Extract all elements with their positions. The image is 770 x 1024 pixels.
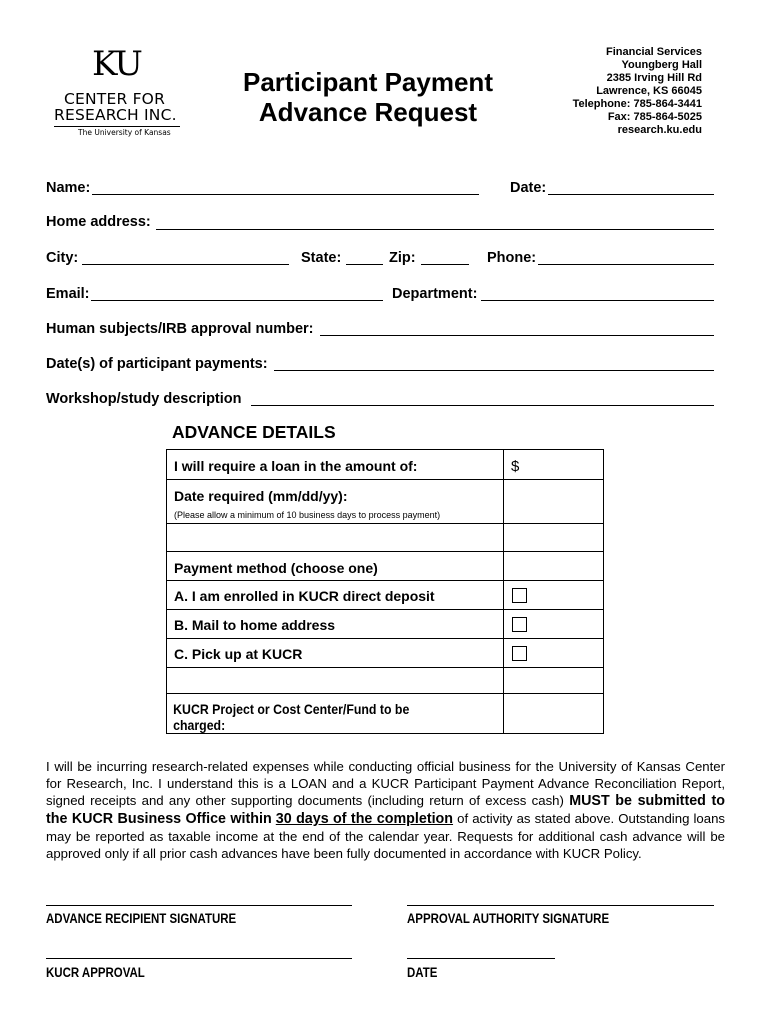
loan-label-cell <box>167 450 504 480</box>
empty-cell <box>504 668 604 694</box>
kucr-approval-line[interactable] <box>46 958 352 959</box>
address-block <box>573 46 702 137</box>
advance-details-table <box>166 449 604 734</box>
table-row <box>167 639 604 668</box>
statement-bold: MUST be submitted to the KUCR Business Office within <box>46 793 725 827</box>
option-c-cell-box <box>504 639 604 668</box>
project-cell <box>167 694 504 734</box>
table-row <box>167 694 604 734</box>
option-c-label: C. Pick up at KUCR <box>174 646 303 662</box>
state-label: State: <box>301 250 342 266</box>
approval-signature-label: APPROVAL AUTHORITY SIGNATURE <box>407 911 610 926</box>
address-line: Youngberg Hall <box>621 59 702 71</box>
empty-cell <box>167 668 504 694</box>
logo-line-2: RESEARCH INC. <box>54 106 177 124</box>
option-b-label: B. Mail to home address <box>174 617 336 633</box>
option-c-cell <box>167 639 504 668</box>
option-a-cell-box <box>504 581 604 610</box>
table-row <box>167 581 604 610</box>
date-signature-label: DATE <box>407 965 438 980</box>
logo-line-1: CENTER FOR <box>64 90 166 108</box>
empty-cell <box>167 524 504 552</box>
email-field[interactable] <box>91 300 383 301</box>
address-line: 2385 Irving Hill Rd <box>606 72 702 84</box>
city-field[interactable] <box>82 264 289 265</box>
advance-details-heading: ADVANCE DETAILS <box>172 422 336 442</box>
logo-mark: KU <box>92 44 141 84</box>
empty-cell <box>504 524 604 552</box>
statement-text: of activity as stated above. Outstanding loans may be reported as taxable income at the end of the calendar year. Requests for additional cash advance will be approved only if all prior cash advances have been fully documented in accordance with KUCR Policy. <box>46 811 726 861</box>
statement-text: I will be incurring research-related expenses while conducting official business for the University of Kansas Center for Research, Inc. I understand this is a LOAN and a KUCR Participant Payment Advance Reconciliation Report, signed receipts and any other supporting documents (including return of excess cash) <box>46 759 725 808</box>
table-row <box>167 450 604 480</box>
payment-dates-label: Date(s) of participant payments: <box>46 356 268 372</box>
name-label: Name: <box>46 180 91 196</box>
payment-method-cell <box>167 552 504 581</box>
loan-amount-cell[interactable] <box>504 450 604 480</box>
table-row <box>167 480 604 524</box>
address-line: Lawrence, KS 66045 <box>596 85 702 97</box>
logo-divider <box>54 126 180 127</box>
option-a-checkbox[interactable] <box>512 588 527 603</box>
option-b-cell <box>167 610 504 639</box>
payment-dates-field[interactable] <box>274 370 714 371</box>
loan-label: I will require a loan in the amount of: <box>174 458 418 474</box>
date-required-label: Date required (mm/dd/yy): <box>174 488 348 504</box>
date-required-cell <box>167 480 504 524</box>
department-field[interactable] <box>481 300 714 301</box>
home-address-field[interactable] <box>156 229 714 230</box>
address-line: research.ku.edu <box>617 124 702 136</box>
project-label: KUCR Project or Cost Center/Fund to be charged: <box>173 701 410 733</box>
recipient-signature-label: ADVANCE RECIPIENT SIGNATURE <box>46 911 237 926</box>
project-input[interactable] <box>504 694 604 734</box>
page-title-line-2: Advance Request <box>258 97 478 127</box>
option-c-checkbox[interactable] <box>512 646 527 661</box>
approval-signature-line[interactable] <box>407 905 714 906</box>
workshop-field[interactable] <box>251 405 714 406</box>
statement-deadline: 30 days of the completion <box>275 811 454 827</box>
option-b-checkbox[interactable] <box>512 617 527 632</box>
option-b-cell-box <box>504 610 604 639</box>
table-row <box>167 552 604 581</box>
recipient-signature-line[interactable] <box>46 905 352 906</box>
page-title-line-1: Participant Payment <box>243 67 493 97</box>
date-signature-line[interactable] <box>407 958 555 959</box>
phone-field[interactable] <box>538 264 714 265</box>
address-line: Telephone: 785-864-3441 <box>572 98 702 110</box>
date-field[interactable] <box>548 194 714 195</box>
department-label: Department: <box>392 286 478 302</box>
address-line: Fax: 785-864-5025 <box>607 111 702 123</box>
table-row <box>167 524 604 552</box>
date-required-note: (Please allow a minimum of 10 business days to process payment) <box>174 510 441 520</box>
kucr-approval-label: KUCR APPROVAL <box>46 965 145 980</box>
option-a-label: A. I am enrolled in KUCR direct deposit <box>174 588 435 604</box>
home-address-label: Home address: <box>46 214 151 230</box>
payment-method-heading: Payment method (choose one) <box>174 560 378 576</box>
email-label: Email: <box>46 286 90 302</box>
option-a-cell <box>167 581 504 610</box>
state-field[interactable] <box>346 264 383 265</box>
loan-statement <box>46 758 725 862</box>
name-field[interactable] <box>92 194 479 195</box>
table-row <box>167 668 604 694</box>
table-row <box>167 610 604 639</box>
date-label: Date: <box>510 180 547 196</box>
loan-amount-value: $ <box>511 458 520 475</box>
irb-field[interactable] <box>320 335 714 336</box>
workshop-label: Workshop/study description <box>46 391 242 407</box>
date-required-input[interactable] <box>504 480 604 524</box>
irb-label: Human subjects/IRB approval number: <box>46 321 314 337</box>
zip-field[interactable] <box>421 264 469 265</box>
logo-subtitle: The University of Kansas <box>78 128 171 137</box>
phone-label: Phone: <box>487 250 537 266</box>
city-label: City: <box>46 250 79 266</box>
zip-label: Zip: <box>389 250 416 266</box>
empty-cell <box>504 552 604 581</box>
address-line: Financial Services <box>606 46 702 58</box>
